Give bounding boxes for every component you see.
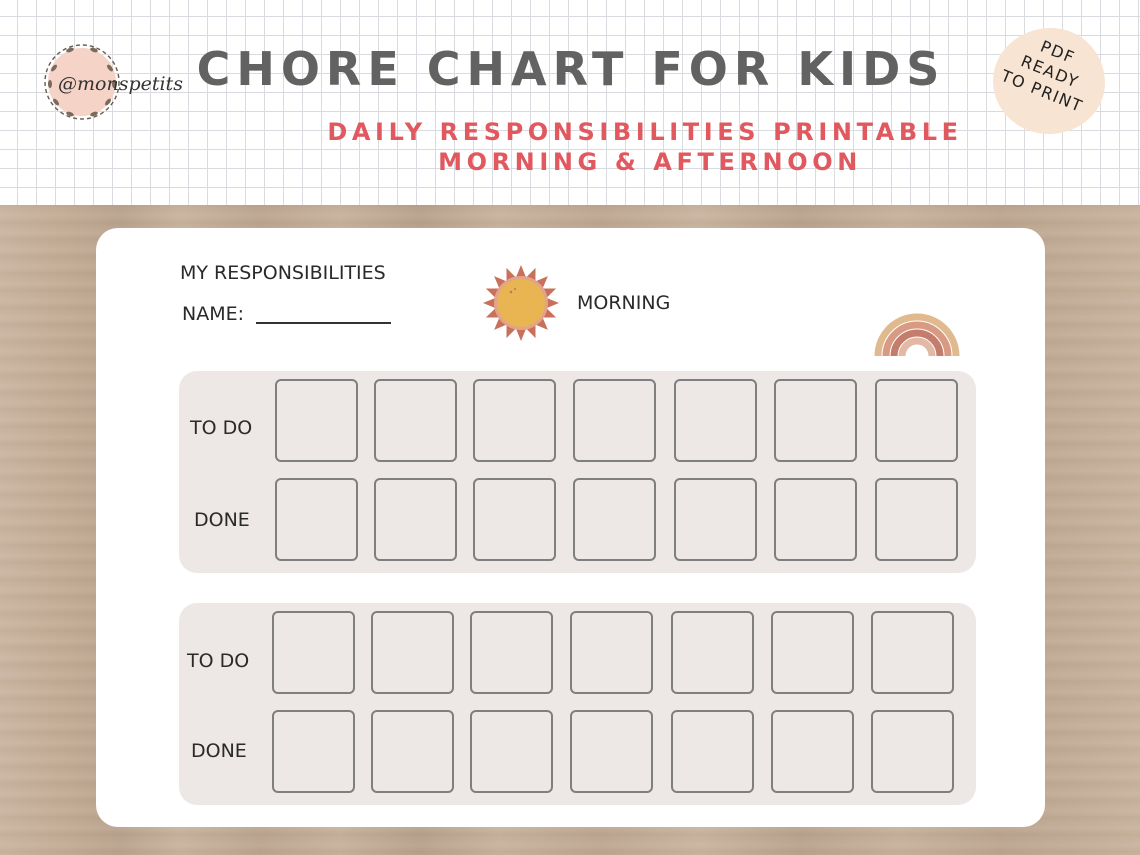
page-title: CHORE CHART FOR KIDS: [196, 42, 946, 96]
done-box[interactable]: [671, 710, 754, 793]
done-box[interactable]: [272, 710, 355, 793]
done-box[interactable]: [771, 710, 854, 793]
todo-box[interactable]: [774, 379, 857, 462]
row-label-todo: TO DO: [187, 650, 250, 672]
done-box[interactable]: [674, 478, 757, 561]
logo-text: @monspetits: [58, 73, 183, 95]
todo-box[interactable]: [374, 379, 457, 462]
done-box[interactable]: [875, 478, 958, 561]
row-label-todo: TO DO: [190, 417, 253, 439]
done-box[interactable]: [871, 710, 954, 793]
todo-box[interactable]: [272, 611, 355, 694]
todo-box[interactable]: [875, 379, 958, 462]
row-label-done: DONE: [191, 740, 247, 762]
sun-icon: [482, 264, 560, 342]
todo-box[interactable]: [371, 611, 454, 694]
name-label: NAME:: [182, 303, 245, 325]
subtitle-line-1: DAILY RESPONSIBILITIES PRINTABLE: [327, 118, 963, 146]
name-field[interactable]: [256, 322, 391, 324]
done-box[interactable]: [473, 478, 556, 561]
todo-box[interactable]: [771, 611, 854, 694]
rainbow-icon: [872, 298, 962, 358]
row-label-done: DONE: [194, 509, 250, 531]
done-box[interactable]: [275, 478, 358, 561]
todo-box[interactable]: [275, 379, 358, 462]
todo-box[interactable]: [473, 379, 556, 462]
todo-box[interactable]: [570, 611, 653, 694]
todo-box[interactable]: [470, 611, 553, 694]
todo-box[interactable]: [573, 379, 656, 462]
todo-box[interactable]: [671, 611, 754, 694]
done-box[interactable]: [371, 710, 454, 793]
done-box[interactable]: [774, 478, 857, 561]
subtitle-line-2: MORNING & AFTERNOON: [438, 148, 862, 176]
done-box[interactable]: [573, 478, 656, 561]
pdf-ready-badge-text: PDF READY TO PRINT: [998, 36, 1086, 117]
period-label: MORNING: [577, 292, 671, 314]
done-box[interactable]: [374, 478, 457, 561]
todo-box[interactable]: [674, 379, 757, 462]
todo-box[interactable]: [871, 611, 954, 694]
done-box[interactable]: [470, 710, 553, 793]
done-box[interactable]: [570, 710, 653, 793]
responsibilities-label: MY RESPONSIBILITIES: [180, 262, 386, 284]
